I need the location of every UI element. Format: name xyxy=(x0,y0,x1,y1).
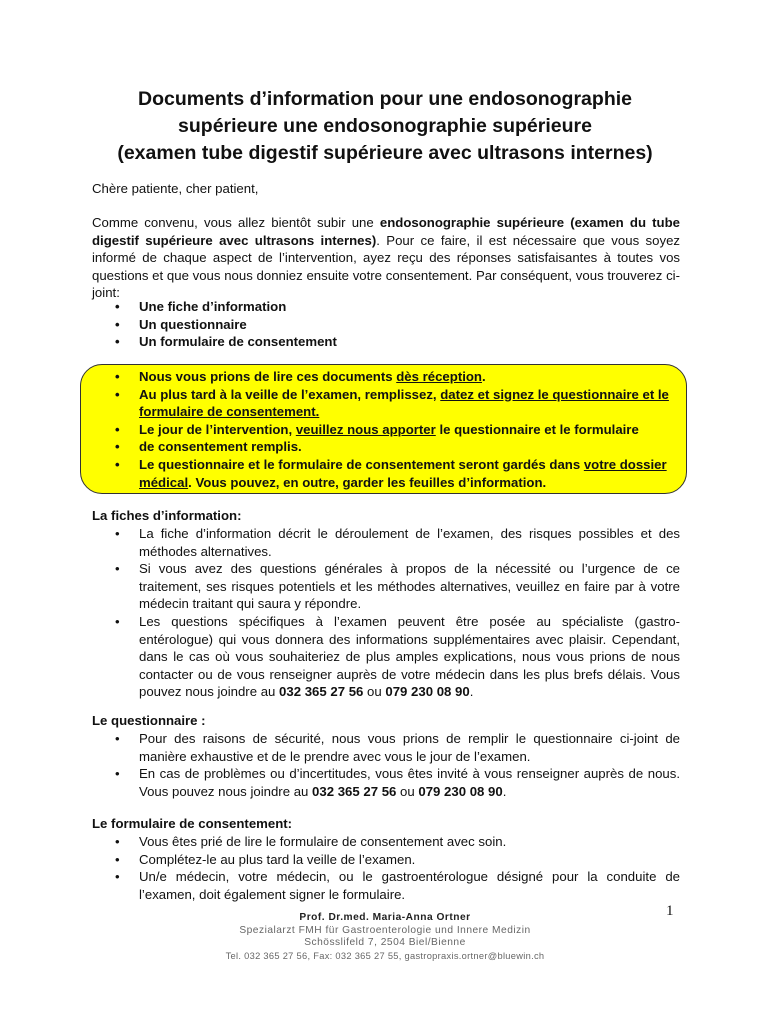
document-list-item xyxy=(92,298,680,316)
section-item-text: En cas de problèmes ou d’incertitudes, vous êtes invité à vous renseigner auprès de nous. Vous pouvez nous joindre au xyxy=(139,766,680,799)
callout-item xyxy=(92,456,680,491)
section-list-item xyxy=(92,560,680,613)
bullet: • xyxy=(115,316,120,332)
bullet: • xyxy=(115,526,120,541)
bullet: • xyxy=(115,334,120,350)
section-list-item xyxy=(92,868,680,903)
callout-text: Au plus tard à la veille de l’examen, remplissez, xyxy=(139,386,441,402)
section-item-text: Complétez-le au plus tard la veille de l’examen. xyxy=(139,851,416,867)
footer-address: Schösslifeld 7, 2504 Biel/Bienne xyxy=(304,937,466,948)
bullet: • xyxy=(115,869,120,885)
bullet: • xyxy=(115,766,120,782)
letterhead-footer xyxy=(100,912,670,962)
document-list xyxy=(92,298,680,351)
document-title xyxy=(60,86,710,167)
document-list-item xyxy=(92,333,680,351)
section-heading-consentement: Le formulaire de consentement: xyxy=(92,816,293,831)
bullet: • xyxy=(115,561,120,577)
bullet: • xyxy=(115,299,120,314)
document-list-label: Un questionnaire xyxy=(139,316,247,332)
callout-text: le questionnaire et le formulaire xyxy=(435,421,639,437)
bullet: • xyxy=(115,851,120,867)
section-list-item xyxy=(92,730,680,765)
phone-number-mobile: 079 230 08 90 xyxy=(418,783,503,799)
section-list-item xyxy=(92,525,680,560)
callout-item xyxy=(92,421,680,439)
section-list-item xyxy=(92,765,680,800)
bullet: • xyxy=(115,369,120,384)
sentence-end: . xyxy=(469,684,474,700)
bullet: • xyxy=(115,613,120,629)
greeting: Chère patiente, cher patient, xyxy=(92,181,259,196)
callout-instructions xyxy=(92,368,680,491)
connector-text: ou xyxy=(396,783,419,799)
callout-text: Le questionnaire et le formulaire de consentement seront gardés dans xyxy=(139,456,584,472)
connector-text: ou xyxy=(363,684,386,700)
phone-number-office: 032 365 27 56 xyxy=(312,783,397,799)
callout-underlined: votre dossier médical xyxy=(139,456,667,490)
section-item-text: La fiche d’information décrit le déroulement de l’examen, des risques possibles et des méthodes alternatives. xyxy=(139,526,680,559)
callout-text: . xyxy=(481,369,486,384)
page-number: 1 xyxy=(666,903,674,919)
section-item-text: Les questions spécifiques à l’examen peuvent être posée au spécialiste (gastro-entérologue) qui vous donnera des informations supplémentaires avec plaisir. Cependant, dans le cas où vous souhaiteriez de plus amples explications, nous vous prions de nous contacter ou de vous renseigner auprès de votre médecin dans les plus brefs délais. Vous pouvez nous joindre au xyxy=(139,613,680,700)
footer-doctor-name: Prof. Dr.med. Maria-Anna Ortner xyxy=(299,912,471,923)
section-item-text: Si vous avez des questions générales à propos de la nécessité ou l’urgence de ce traitement, ses risques potentiels et les méthodes alternatives, veuillez en faire par à votre médecin traitant qui saura y répondre. xyxy=(139,561,680,612)
callout-item xyxy=(92,438,680,456)
title-line-2: supérieure une endosonographie supérieure xyxy=(178,115,592,137)
document-list-label: Un formulaire de consentement xyxy=(139,334,337,350)
callout-item xyxy=(92,386,680,421)
section-list-consentement xyxy=(92,833,680,903)
callout-text: Le jour de l’intervention, xyxy=(139,421,296,437)
phone-number-mobile: 079 230 08 90 xyxy=(385,684,470,700)
phone-number-office: 032 365 27 56 xyxy=(279,684,364,700)
intro-paragraph xyxy=(92,214,680,302)
document-list-label: Une fiche d’information xyxy=(139,299,287,314)
bullet: • xyxy=(115,421,120,437)
intro-text-end: . Pour ce faire, il est nécessaire que vous soyez informé de chaque aspect de l’intervention, ayez reçu des réponses satisfaisantes à toutes vos questions et que vous nous donniez ensuite votre consentement. Par conséquent, vous trouverez ci-joint: xyxy=(92,232,680,301)
section-list-item xyxy=(92,851,680,869)
bullet: • xyxy=(115,834,120,849)
document-list-item xyxy=(92,316,680,334)
section-item-text: Pour des raisons de sécurité, nous vous prions de remplir le questionnaire ci-joint de manière exhaustive et de le prendre avec vous le jour de l’examen. xyxy=(139,731,680,764)
section-item-text: Vous êtes prié de lire le formulaire de consentement avec soin. xyxy=(139,834,507,849)
section-item-text: Un/e médecin, votre médecin, ou le gastroentérologue désigné pour la conduite de l’examen, doit également signer le formulaire. xyxy=(139,869,680,902)
footer-specialty: Spezialarzt FMH für Gastroenterologie und Innere Medizin xyxy=(239,924,531,936)
intro-exam-name: endosonographie supérieure (examen du tube digestif supérieure avec ultrasons internes) xyxy=(92,215,680,248)
callout-text: de consentement remplis. xyxy=(139,439,302,455)
callout-underlined: veuillez nous apporter xyxy=(295,421,436,437)
callout-text: Nous vous prions de lire ces documents xyxy=(139,369,397,384)
bullet: • xyxy=(115,386,120,402)
sentence-end: . xyxy=(502,783,507,799)
section-list-item xyxy=(92,613,680,701)
intro-text-start: Comme convenu, vous allez bientôt subir une xyxy=(92,215,380,230)
bullet: • xyxy=(115,439,120,455)
section-heading-fiche: La fiches d’information: xyxy=(92,508,242,523)
title-line-3: (examen tube digestif supérieure avec ultrasons internes) xyxy=(117,142,653,164)
callout-text: . Vous pouvez, en outre, garder les feuilles d’information. xyxy=(188,474,547,490)
callout-item xyxy=(92,368,680,386)
callout-underlined: dès réception xyxy=(396,369,482,384)
section-list-item xyxy=(92,833,680,851)
section-list-fiche xyxy=(92,525,680,701)
bullet: • xyxy=(115,731,120,746)
title-line-1: Documents d’information pour une endosonographie xyxy=(137,88,632,110)
section-heading-questionnaire: Le questionnaire : xyxy=(92,713,206,728)
section-list-questionnaire xyxy=(92,730,680,800)
callout-underlined: datez et signez le questionnaire et le formulaire de consentement. xyxy=(139,386,669,420)
footer-contact: Tel. 032 365 27 56, Fax: 032 365 27 55, gastropraxis.ortner@bluewin.ch xyxy=(225,950,545,961)
bullet: • xyxy=(115,456,120,472)
